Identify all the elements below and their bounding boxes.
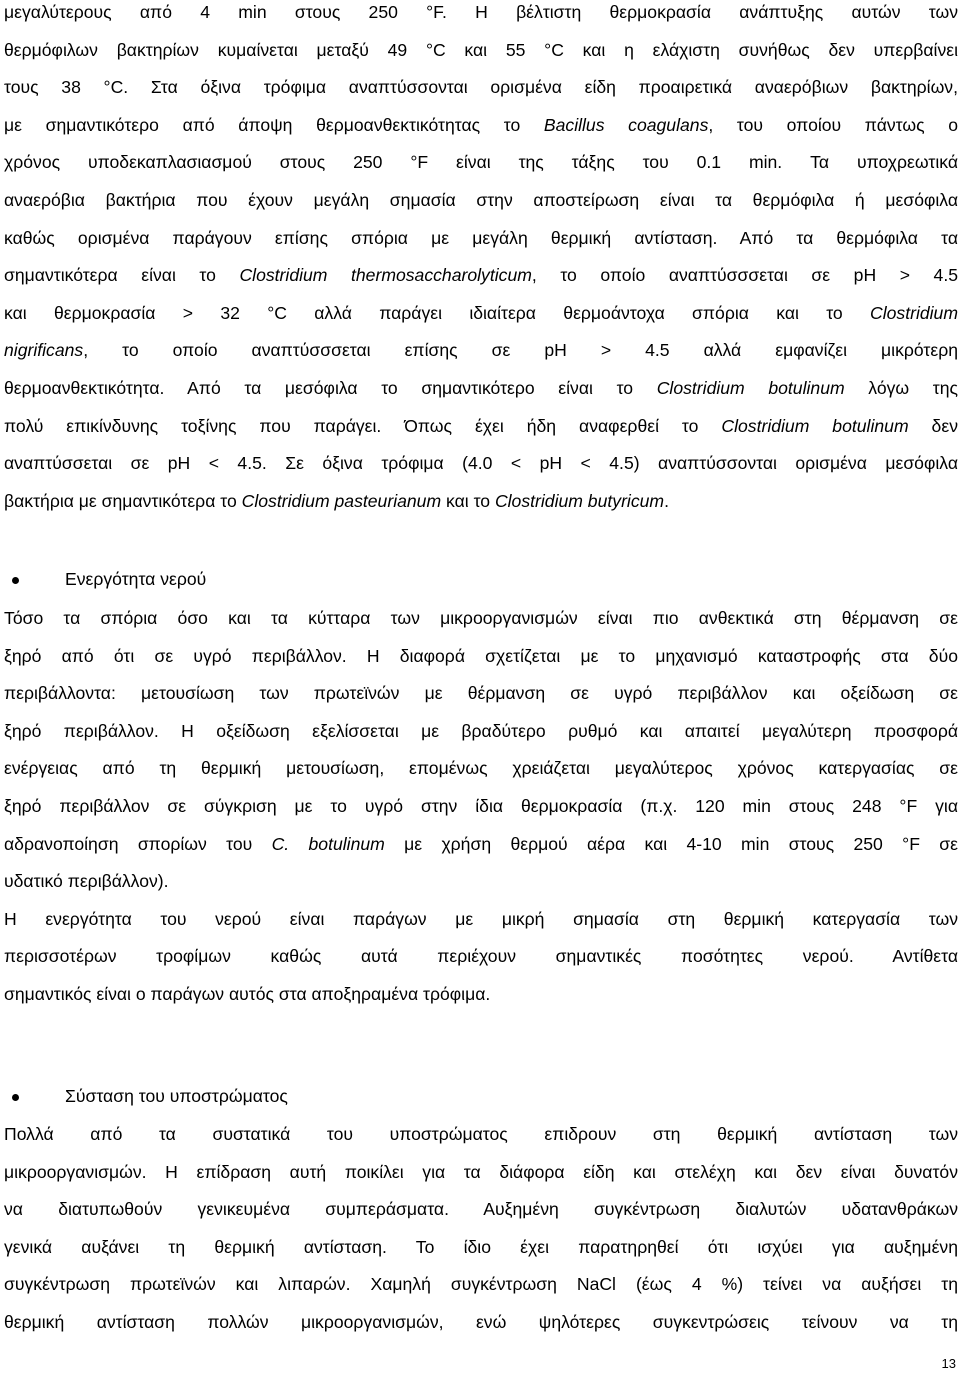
text-line: ξηρό περιβάλλον σε σύγκριση με το υγρό στην ίδια θερμοκρασία (π.χ. 120 min στους 248 °F για xyxy=(4,795,958,816)
text-line: Η ενεργότητα του νερού είναι παράγων με μικρή σημασία στη θερμική κατεργασία των xyxy=(4,908,958,929)
text-line: γενικά αυξάνει τη θερμική αντίσταση. Το ίδιο έχει παρατηρηθεί ότι ισχύει για αυξημένη xyxy=(4,1236,958,1257)
text-line: με σημαντικότερο από άποψη θερμοανθεκτικότητας το Bacillus coagulans, του οποίου πάντως ο xyxy=(4,114,959,135)
text-line: ενέργειας από τη θερμική μετουσίωση, επομένως χρειάζεται μεγαλύτερος χρόνος κατεργασίας σε xyxy=(4,758,958,779)
text-line: καθώς ορισμένα παράγουν επίσης σπόρια με μεγάλη θερμική αντίσταση. Από τα θερμόφιλα τα xyxy=(4,227,958,248)
text-line: ξηρό από ότι σε υγρό περιβάλλον. Η διαφορά σχετίζεται με το μηχανισμό καταστροφής στα δύο xyxy=(4,645,958,666)
text-line: βακτήρια με σημαντικότερα το Clostridium pasteurianum και το Clostridium butyricum. xyxy=(4,490,669,511)
text-line: και θερμοκρασία > 32 °C αλλά παράγει ιδιαίτερα θερμοάντοχα σπόρια και το Clostridium xyxy=(4,302,958,323)
text-line: Τόσο τα σπόρια όσο και τα κύτταρα των μικροοργανισμών είναι πιο ανθεκτικά στη θέρμανση σε xyxy=(4,608,958,628)
section-heading-text: Ενεργότητα νερού xyxy=(65,569,207,589)
section-heading-text: Σύσταση του υποστρώματος xyxy=(65,1086,288,1106)
text-line: σημαντικός είναι ο παράγων αυτός στα αποξηραμένα τρόφιμα. xyxy=(4,983,491,1004)
text-line: συγκέντρωση πρωτεϊνών και λιπαρών. Χαμηλή συγκέντρωση NaCl (έως 4 %) τείνει να αυξήσει τη xyxy=(4,1274,958,1295)
text-line: ξηρό περιβάλλον. Η οξείδωση εξελίσσεται με βραδύτερο ρυθμό και απαιτεί μεγαλύτερη προσφορά xyxy=(4,720,958,741)
text-line: περιβάλλοντα: μετουσίωση των πρωτεϊνών με θέρμανση σε υγρό περιβάλλον και οξείδωση σε xyxy=(4,683,958,704)
text-line: πολύ επικίνδυνης τοξίνης που παράγει. Όπως έχει ήδη αναφερθεί το Clostridium botulinum δεν xyxy=(4,415,958,436)
text-line: θερμοανθεκτικότητα. Από τα μεσόφιλα το σημαντικότερο είναι το Clostridium botulinum λόγω της xyxy=(4,377,958,398)
text-line: αδρανοποίηση σπορίων του C. botulinum με χρήση θερμού αέρα και 4-10 min στους 250 °F σε xyxy=(4,833,958,854)
text-line: αναπτύσσεται σε pH < 4.5. Σε όξινα τρόφιμα (4.0 < pH < 4.5) αναπτύσσονται ορισμένα μεσόφιλα xyxy=(4,453,958,474)
text-line: Πολλά από τα συστατικά του υποστρώματος επιδρουν στη θερμική αντίσταση των xyxy=(4,1124,958,1144)
text-line: nigrificans, το οποίο αναπτύσσσεται επίσης σε pH > 4.5 αλλά εμφανίζει μικρότερη xyxy=(4,340,958,361)
page-number: 13 xyxy=(941,1356,956,1371)
text-line: τους 38 °C. Στα όξινα τρόφιμα αναπτύσσονται ορισμένα είδη προαιρετικά αναερόβιων βακτηρίων, xyxy=(4,77,958,98)
paragraph-water-activity xyxy=(4,600,958,1014)
paragraph-substrate-composition xyxy=(4,1116,958,1342)
text-line: χρόνος υποδεκαπλασιασμού στους 250 °F είναι της τάξης του 0.1 min. Τα υποχρεωτικά xyxy=(4,152,958,173)
text-line: υδατικό περιβάλλον). xyxy=(4,871,169,892)
text-line: θερμόφιλων βακτηρίων κυμαίνεται μεταξύ 49 °C και 55 °C και η ελάχιστη συνήθως δεν υπερβαίνει xyxy=(4,39,958,60)
text-line: περισσοτέρων τροφίμων καθώς αυτά περιέχουν σημαντικές ποσότητες νερού. Αντίθετα xyxy=(4,946,958,967)
text-line: θερμική αντίσταση πολλών μικροοργανισμών, ενώ ψηλότερες συγκεντρώσεις τείνουν να τη xyxy=(4,1311,958,1332)
text-line: σημαντικότερα είναι το Clostridium thermosaccharolyticum, το οποίο αναπτύσσσεται σε pH > 4.5 xyxy=(4,265,958,286)
text-line: μικροοργανισμών. Η επίδραση αυτή ποικίλει για τα διάφορα είδη και στελέχη και δεν είναι δυνατόν xyxy=(4,1161,958,1182)
text-line: μεγαλύτερους από 4 min στους 250 °F. Η βέλτιστη θερμοκρασία ανάπτυξης αυτών των xyxy=(4,2,958,22)
text-line: αναερόβια βακτήρια που έχουν μεγάλη σημασία στην αποστείρωση είναι τα θερμόφιλα ή μεσόφιλα xyxy=(4,189,958,210)
bullet-icon xyxy=(12,1094,19,1101)
paragraph-thermophilic-bacteria xyxy=(4,0,958,520)
bullet-icon xyxy=(12,577,19,584)
text-line: να διατυπωθούν γενικευμένα συμπεράσματα. Αυξημένη συγκέντρωση διαλυτών υδατανθράκων xyxy=(4,1199,958,1220)
